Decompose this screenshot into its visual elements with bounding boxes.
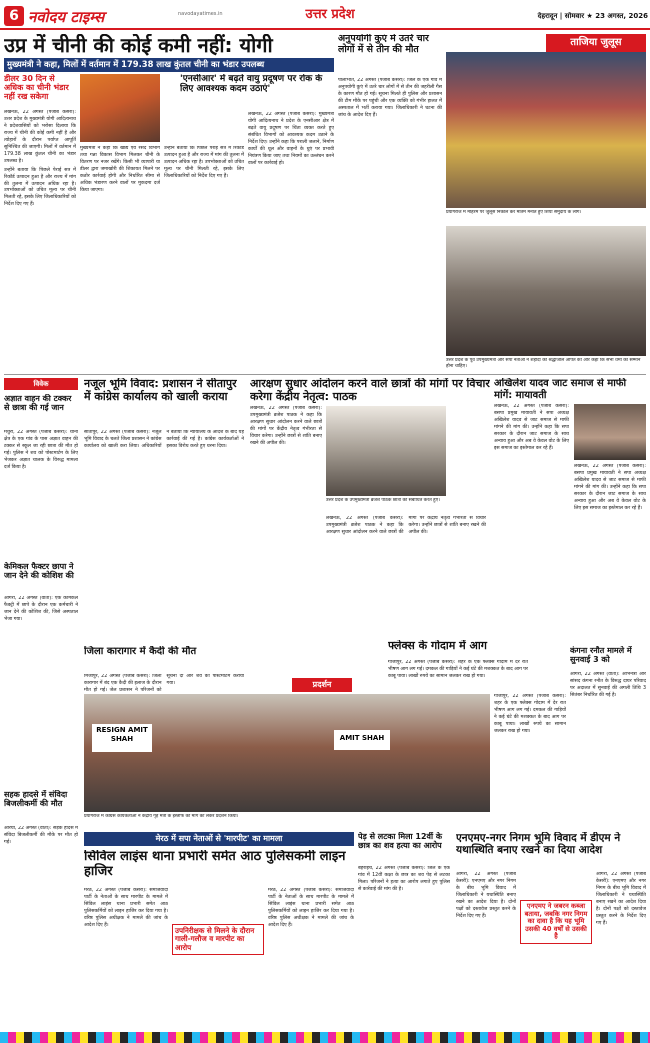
- jail-body-text: मिर्जापुर, 22 अगस्त (पंजाब केसरी): जिला कारागार में बंद एक कैदी की इलाज के दौरान मौत हो गई। जेल प्रशासन ने परिजनों को सूचना दी और शव का पोस्टमार्टम कराया गया।: [84, 674, 244, 693]
- akhilesh-headline: अखिलेश यादव जाट समाज से माफी मांगें: मायावती: [494, 378, 627, 401]
- lead-photo-cm: [80, 74, 160, 142]
- kangana-headline: कंगना रनौत मामले में सुनवाई 3 को: [570, 646, 632, 665]
- tree-body: [358, 866, 450, 1026]
- warehouse-headline: फ्लेक्स के गोदाम में आग: [388, 640, 487, 652]
- lead-body-text-2: मुख्यमंत्री ने कहा कि खाद्य एवं रसद विभाग तथा गन्ना विकास विभाग मिलकर चीनी के वितरण पर नजर रखेंगे। किसी भी व्यापारी या डीलर द्वारा जमाखोरी की शिकायत मिलने पर कठोर कार्रवाई होगी और निर्धारित सीमा से अधिक भंडारण करने वालों पर मुकदमा दर्ज किया जाएगा।: [80, 146, 160, 193]
- nigam-body-2: [596, 872, 646, 1026]
- color-registration-strip: [0, 1032, 650, 1043]
- lead-body-text-3: उन्होंने बताया कि पिछले पेराई सत्र में रिकॉर्ड उत्पादन हुआ है और राज्य में मांग की तुलना में उत्पादन अधिक रहा है। उपभोक्ताओं को उचित मूल्य पर चीनी मिलती रहे, इसके लिए जिलाधिकारियों को निर्देश दिए गए हैं।: [4, 167, 76, 208]
- meerut-inset: उपनिरीक्षक से मिलने के दौरान गाली-गलौज व मारपीट का आरोप: [172, 924, 264, 955]
- student-body-2: [326, 516, 486, 636]
- student-body: [250, 406, 322, 636]
- paper-name: नवोदय टाइम्स: [28, 8, 105, 26]
- akhilesh-body-text: लखनऊ, 22 अगस्त (पंजाब केसरी): बसपा प्रमुख मायावती ने सपा अध्यक्ष अखिलेश यादव से जाट समाज से माफी मांगने की मांग की। उन्होंने कहा कि सपा सरकार के दौरान जाट समाज के साथ अन्याय हुआ और अब वे केवल वोट के लिए इस समाज का इस्तेमाल कर रहे हैं।: [494, 404, 569, 451]
- ncr-body-text: लखनऊ, 22 अगस्त (पंजाब केसरी): मुख्यमंत्री योगी आदित्यनाथ ने प्रदेश के एनसीआर क्षेत्र में बढ़ते वायु प्रदूषण पर चिंता व्यक्त करते हुए संबंधित विभागों को आवश्यक कदम उठाने के निर्देश दिए। उन्होंने कहा कि पराली जलाने, निर्माण कार्यों की धूल और वाहनों के धुएं पर प्रभावी नियंत्रण किया जाए तथा नियमों का उल्लंघन करने वालों पर कार्रवाई हो।: [248, 112, 334, 166]
- akhilesh-body-2: [574, 464, 646, 636]
- lead-subhead: मुख्यमंत्री ने कहा, मिलों में वर्तमान में 179.38 लाख कुंतल चीनी का भंडार उपलब्ध: [4, 58, 334, 72]
- nigam-headline: एनएमए-नगर निगम भूमि विवाद में डीएम ने यथास्थिति बनाए रखने का दिया आदेश: [456, 832, 621, 857]
- akhilesh-body-text-2: लखनऊ, 22 अगस्त (पंजाब केसरी): बसपा प्रमुख मायावती ने सपा अध्यक्ष अखिलेश यादव से जाट समाज से माफी मांगने की मांग की। उन्होंने कहा कि सपा सरकार के दौरान जाट समाज के साथ अन्याय हुआ और अब वे केवल वोट के लिए इस समाज का इस्तेमाल कर रहे हैं।: [574, 464, 646, 511]
- ncr-headline: 'एनसीआर' में बढ़ते वायु प्रदूषण पर रोक के लिए आवश्यक कदम उठाएं': [180, 74, 323, 95]
- nigam-body-text: आगरा, 22 अगस्त (पंजाब केसरी): एनएमए और नगर निगम के बीच भूमि विवाद में जिलाधिकारी ने यथास्थिति बनाए रखने का आदेश दिया है। दोनों पक्षों को दस्तावेज प्रस्तुत करने के निर्देश दिए गए हैं।: [456, 872, 516, 919]
- meerut-body-text-2: मेरठ, 22 अगस्त (पंजाब केसरी): समाजवादी पार्टी के नेताओं के साथ मारपीट के मामले में सिविल लाइंस थाना प्रभारी समेत आठ पुलिसकर्मियों को लाइन हाजिर कर दिया गया है। वरिष्ठ पुलिस अधीक्षक ने मामले की जांच के आदेश दिए हैं।: [268, 888, 354, 928]
- protest-caption: प्रयागराज में कांग्रेस कार्यकर्ताओं ने केंद्रीय गृह मंत्री के इस्तीफे की मांग को लेकर प्रदर्शन किया।: [84, 814, 239, 819]
- website: navodayatimes.in: [178, 11, 223, 17]
- page-number: 6: [4, 6, 24, 26]
- nigam-body: [456, 872, 516, 1026]
- lead-body-col1: [4, 110, 76, 365]
- vivek-headline: अज्ञात वाहन की टक्कर से छात्रा की गई जान: [4, 394, 72, 413]
- nigam-body-text-2: आगरा, 22 अगस्त (पंजाब केसरी): एनएमए और नगर निगम के बीच भूमि विवाद में जिलाधिकारी ने यथास्थिति बनाए रखने का आदेश दिया है। दोनों पक्षों को दस्तावेज प्रस्तुत करने के निर्देश दिए गए हैं।: [596, 872, 646, 926]
- wells-body: [338, 78, 442, 366]
- student-photo: [326, 406, 446, 496]
- meerut-headline: सिविल लाइंस थाना प्रभारी समेत आठ पुलिसकर्मी लाइन हाजिर: [84, 850, 346, 879]
- vivek-label: विवेक: [4, 378, 78, 390]
- kangana-body-text: आगरा, 22 अगस्त (वार्ता): अभिनेत्री और सांसद कंगना रनौत के विरुद्ध दायर परिवाद पर अदालत में सुनवाई की अगली तिथि 3 सितंबर निर्धारित की गई है।: [570, 672, 646, 698]
- student-body-text: लखनऊ, 22 अगस्त (पंजाब केसरी): उपमुख्यमंत्री ब्रजेश पाठक ने कहा कि आरक्षण सुधार आंदोलन करने वाले छात्रों की मांगों पर केंद्रीय नेतृत्व गंभीरता से विचार करेगा। उन्होंने छात्रों से शांति बनाए रखने की अपील की।: [250, 406, 322, 446]
- student-caption: उत्तर प्रदेश के उपमुख्यमंत्री ब्रजेश पाठक छात्रों को संबोधित करते हुए।: [326, 498, 440, 503]
- vivek-head3: सहक हादसे में संविदा बिजलीकर्मी की मौत: [4, 790, 68, 809]
- lead-body-col2: [80, 146, 160, 366]
- meerut-body: [84, 888, 168, 1026]
- vivek-body: [4, 430, 78, 560]
- land-headline: नजूल भूमि विवाद: प्रशासन ने सीतापुर में कांग्रेस कार्यालय को खाली कराया: [84, 378, 237, 403]
- protest-sign-left: RESIGN AMIT SHAH: [92, 724, 152, 752]
- land-body: [84, 430, 244, 640]
- lead-body-text: लखनऊ, 22 अगस्त (पंजाब केसरी): उत्तर प्रदेश के मुख्यमंत्री योगी आदित्यनाथ ने प्रदेशवासियों को भरोसा दिलाया कि राज्य में चीनी की कोई कमी नहीं है और त्योहारों के दौरान पर्याप्त आपूर्ति सुनिश्चित की जाएगी। मिलों में वर्तमान में 179.38 लाख कुंतल चीनी का भंडार उपलब्ध है।: [4, 110, 76, 164]
- tree-body-text: बहराइच, 22 अगस्त (पंजाब केसरी): जिले के एक गांव में 12वीं कक्षा के छात्र का शव पेड़ से लटका मिला। परिजनों ने हत्या का आरोप लगाते हुए पुलिस से कार्रवाई की मांग की है।: [358, 866, 450, 892]
- warehouse-body-2: [494, 694, 566, 828]
- wells-body-text: पीलीभीत, 22 अगस्त (पंजाब केसरी): जिले के एक गांव में अनुपयोगी कुएं में उतरे चार लोगों में से तीन की जहरीली गैस के कारण मौत हो गई। सूचना मिलते ही पुलिस और प्रशासन की टीम मौके पर पहुंची और एक व्यक्ति को गंभीर हालत में अस्पताल में भर्ती कराया गया। जिलाधिकारी ने घटना की जांच के आदेश दिए हैं।: [338, 78, 442, 118]
- ncr-body: [248, 112, 334, 366]
- jail-headline: जिला कारागार में कैदी की मौत: [84, 646, 197, 657]
- warehouse-body-text-2: गाजीपुर, 22 अगस्त (पंजाब केसरी): शहर के एक फ्लेक्स गोदाम में देर रात भीषण आग लग गई। दमकल की गाड़ियों ने कई घंटे की मशक्कत के बाद आग पर काबू पाया। लाखों रुपये का सामान जलकर राख हो गया।: [494, 694, 566, 734]
- tajia-photo: [446, 52, 646, 208]
- meerut-bar: मेरठ में सपा नेताओं से 'मारपीट' का मामला: [84, 832, 354, 846]
- politicians-photo: [446, 226, 646, 356]
- tajia-caption-2: उत्तर प्रदेश के पूर्व उपमुख्यमंत्री और सपा नेताओं ने शहीदों को श्रद्धांजलि अर्पित की और कहा कि सभी धर्मों का सम्मान होना चाहिए।: [446, 358, 641, 370]
- vivek-head2: केमिकल फैक्टर छापा ने जान देने की कोशिश की: [4, 562, 74, 581]
- lead-body-col3: [164, 146, 244, 366]
- lead-body-text-3b: उन्होंने बताया कि पिछले पेराई सत्र में रिकॉर्ड उत्पादन हुआ है और राज्य में मांग की तुलना में उत्पादन अधिक रहा है। उपभोक्ताओं को उचित मूल्य पर चीनी मिलती रहे, इसके लिए जिलाधिकारियों को निर्देश दिए गए हैं।: [164, 146, 244, 179]
- student-headline: आरक्षण सुधार आंदोलन करने वाले छात्रों की मांगों पर विचार करेगा केंद्रीय नेतृत्व: पाठक: [250, 378, 490, 403]
- student-body-text-2: लखनऊ, 22 अगस्त (पंजाब केसरी): उपमुख्यमंत्री ब्रजेश पाठक ने कहा कि आरक्षण सुधार आंदोलन करने वाले छात्रों की मांगों पर केंद्रीय नेतृत्व गंभीरता से विचार करेगा। उन्होंने छात्रों से शांति बनाए रखने की अपील की।: [326, 516, 486, 535]
- kangana-body: [570, 672, 646, 828]
- vivek-body-text: मथुरा, 22 अगस्त (पंजाब केसरी): थाना क्षेत्र के एक गांव के पास अज्ञात वाहन की टक्कर से स्कूल जा रही छात्रा की मौत हो गई। पुलिस ने शव को पोस्टमार्टम के लिए भेजकर अज्ञात चालक के विरुद्ध मामला दर्ज किया है।: [4, 430, 78, 470]
- tajia-label: ताजिया जुलूस: [546, 34, 646, 52]
- protest-label: प्रदर्शन: [292, 678, 352, 692]
- meerut-body-text: मेरठ, 22 अगस्त (पंजाब केसरी): समाजवादी पार्टी के नेताओं के साथ मारपीट के मामले में सिविल लाइंस थाना प्रभारी समेत आठ पुलिसकर्मियों को लाइन हाजिर कर दिया गया है। वरिष्ठ पुलिस अधीक्षक ने मामले की जांच के आदेश दिए हैं।: [84, 888, 168, 928]
- wells-headline: अनुपयोगी कुएं में उतरे चार लोगों में से तीन की मौत: [338, 34, 429, 55]
- warehouse-body-text: गाजीपुर, 22 अगस्त (पंजाब केसरी): शहर के एक फ्लेक्स गोदाम में देर रात भीषण आग लग गई। दमकल की गाड़ियों ने कई घंटे की मशक्कत के बाद आग पर काबू पाया। लाखों रुपये का सामान जलकर राख हो गया।: [388, 660, 528, 679]
- vivek-body2-text: आगरा, 22 अगस्त (वार्ता): एक केमिकल फैक्ट्री में छापे के दौरान एक कर्मचारी ने जान देने की कोशिश की, जिसे अस्पताल भेजा गया।: [4, 596, 78, 622]
- tajia-caption-1: प्रयागराज में मोहर्रम पर जुलूस निकाल कर मातम मनाते हुए शिया समुदाय के लोग।: [446, 210, 582, 215]
- protest-photo: [84, 694, 490, 812]
- lead-headline: उप्र में चीनी की कोई कमी नहीं: योगी: [4, 34, 273, 57]
- protest-sign-right: AMIT SHAH: [334, 730, 390, 750]
- warehouse-body: [388, 660, 528, 692]
- dateline: देहरादून | सोमवार ★ 23 अगस्त, 2026: [537, 12, 648, 20]
- nigam-quote: एनएमए ने जबरन कब्जा बताया, जबकि नगर निगम का दावा है कि यह भूमि उसकी 40 वर्षों से उसकी है: [520, 900, 592, 944]
- lead-side-head: डीलर 30 दिन से अधिक का चीनी भंडार नहीं रख सकेगा: [4, 74, 69, 102]
- divider: [4, 374, 646, 375]
- tree-headline: पेड़ से लटका मिला 12वीं के छात्र का शव हत्या का आरोप: [358, 832, 442, 851]
- mayawati-photo: [574, 404, 646, 460]
- section-title: उत्तर प्रदेश: [305, 7, 355, 22]
- vivek-body3: [4, 826, 78, 1026]
- akhilesh-body: [494, 404, 569, 636]
- vivek-body3-text: औरैया, 22 अगस्त (वार्ता): सड़क हादसे में संविदा बिजलीकर्मी की मौके पर मौत हो गई।: [4, 826, 78, 845]
- vivek-body2: [4, 596, 78, 786]
- land-body-text: सीतापुर, 22 अगस्त (पंजाब केसरी): नजूल भूमि विवाद के चलते जिला प्रशासन ने कांग्रेस कार्यालय को खाली करा लिया। अधिकारियों ने बताया कि न्यायालय के आदेश के बाद यह कार्रवाई की गई है। कांग्रेस कार्यकर्ताओं ने इसका विरोध करते हुए धरना दिया।: [84, 430, 244, 449]
- meerut-body-2: [268, 888, 354, 1026]
